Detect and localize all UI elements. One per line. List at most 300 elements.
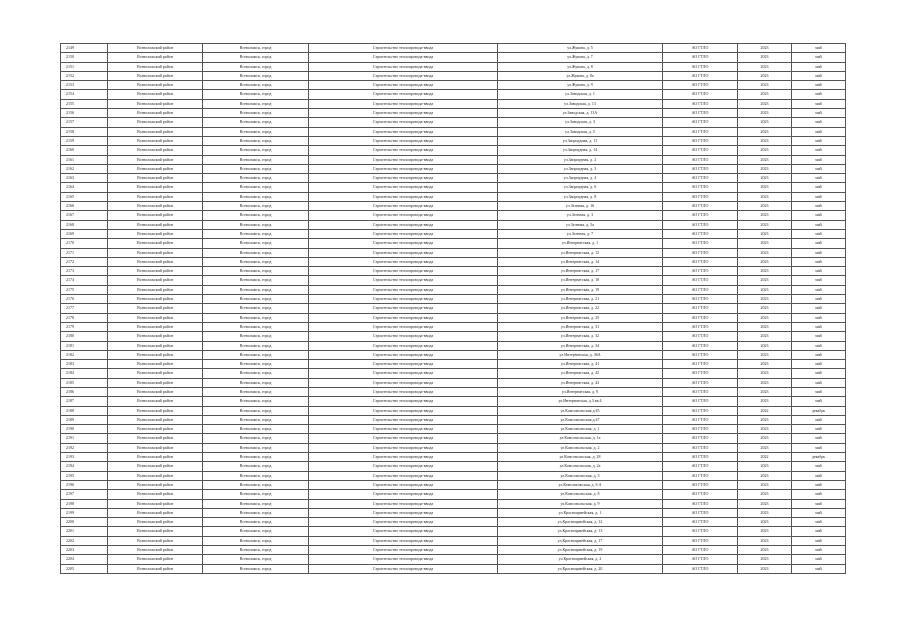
address-cell: ул.Интернатская, д. 9 [498, 387, 663, 396]
work-type-cell: Строительство теплопровода-ввода [309, 443, 498, 452]
address-cell: ул.Интернатская, д. 21 [498, 295, 663, 304]
table-row [61, 44, 846, 53]
table-row [61, 471, 846, 480]
address-cell: ул.Интернатская, д.3 кв.4 [498, 397, 663, 406]
district-cell: Всеволожский район [108, 62, 203, 71]
table-row [61, 164, 846, 173]
locality-cell: Всеволожск, город [203, 471, 309, 480]
organization-cell: АО ГТЛО [663, 434, 738, 443]
row-number-cell: 2170 [61, 239, 108, 248]
locality-cell: Всеволожск, город [203, 295, 309, 304]
district-cell: Всеволожский район [108, 267, 203, 276]
month-cell: май [792, 490, 846, 499]
district-cell: Всеволожский район [108, 81, 203, 90]
district-cell: Всеволожский район [108, 462, 203, 471]
locality-cell: Всеволожск, город [203, 490, 309, 499]
district-cell: Всеволожский район [108, 471, 203, 480]
table-row [61, 546, 846, 555]
month-cell: май [792, 397, 846, 406]
year-cell: 2023 [738, 229, 792, 238]
table-row [61, 378, 846, 387]
organization-cell: АО ГТЛО [663, 499, 738, 508]
locality-cell: Всеволожск, город [203, 546, 309, 555]
year-cell: 2023 [738, 211, 792, 220]
work-type-cell: Строительство теплопровода-ввода [309, 508, 498, 517]
month-cell: май [792, 508, 846, 517]
year-cell: 2023 [738, 425, 792, 434]
table-row [61, 183, 846, 192]
row-number-cell: 2164 [61, 183, 108, 192]
row-number-cell: 2196 [61, 480, 108, 489]
work-type-cell: Строительство теплопровода-ввода [309, 536, 498, 545]
address-cell: ул.Красноармейская, д. 19 [498, 546, 663, 555]
district-cell: Всеволожский район [108, 44, 203, 53]
row-number-cell: 2194 [61, 462, 108, 471]
locality-cell: Всеволожск, город [203, 527, 309, 536]
work-type-cell: Строительство теплопровода-ввода [309, 53, 498, 62]
locality-cell: Всеволожск, город [203, 62, 309, 71]
district-cell: Всеволожский район [108, 555, 203, 564]
row-number-cell: 2174 [61, 276, 108, 285]
address-cell: ул.Интернатская, д. 12 [498, 248, 663, 257]
district-cell: Всеволожский район [108, 211, 203, 220]
locality-cell: Всеволожск, город [203, 425, 309, 434]
table-row [61, 109, 846, 118]
work-type-cell: Строительство теплопровода-ввода [309, 44, 498, 53]
locality-cell: Всеволожск, город [203, 71, 309, 80]
address-cell: ул.Интернатская, д. 19 [498, 285, 663, 294]
work-type-cell: Строительство теплопровода-ввода [309, 71, 498, 80]
organization-cell: АО ГТЛО [663, 174, 738, 183]
table-row [61, 480, 846, 489]
month-cell: май [792, 192, 846, 201]
year-cell: 2023 [738, 471, 792, 480]
district-cell: Всеволожский район [108, 304, 203, 313]
work-type-cell: Строительство теплопровода-ввода [309, 211, 498, 220]
address-cell: ул.Заприудная, д. 14 [498, 146, 663, 155]
month-cell: май [792, 174, 846, 183]
organization-cell: АО ГТЛО [663, 397, 738, 406]
row-number-cell: 2172 [61, 257, 108, 266]
year-cell: 2023 [738, 257, 792, 266]
address-cell: ул.Комсомольская, д. 1 [498, 425, 663, 434]
district-cell: Всеволожский район [108, 146, 203, 155]
month-cell: май [792, 332, 846, 341]
address-cell: ул.Жукова, д. 8 [498, 62, 663, 71]
year-cell: 2023 [738, 109, 792, 118]
table-row [61, 536, 846, 545]
year-cell: 2023 [738, 118, 792, 127]
row-number-cell: 2201 [61, 527, 108, 536]
row-number-cell: 2152 [61, 71, 108, 80]
year-cell: 2023 [738, 443, 792, 452]
month-cell: май [792, 350, 846, 359]
month-cell: май [792, 555, 846, 564]
address-cell: ул.Интернатская, д. 17 [498, 267, 663, 276]
work-type-cell: Строительство теплопровода-ввода [309, 99, 498, 108]
month-cell: май [792, 471, 846, 480]
year-cell: 2023 [738, 536, 792, 545]
row-number-cell: 2169 [61, 229, 108, 238]
month-cell: май [792, 564, 846, 573]
district-cell: Всеволожский район [108, 99, 203, 108]
organization-cell: АО ГТЛО [663, 378, 738, 387]
work-type-cell: Строительство теплопровода-ввода [309, 257, 498, 266]
district-cell: Всеволожский район [108, 202, 203, 211]
month-cell: май [792, 81, 846, 90]
work-type-cell: Строительство теплопровода-ввода [309, 127, 498, 136]
work-type-cell: Строительство теплопровода-ввода [309, 564, 498, 573]
month-cell: май [792, 295, 846, 304]
row-number-cell: 2149 [61, 44, 108, 53]
address-cell: ул.Комсомольская, д. 6 А [498, 480, 663, 489]
document-sheet [60, 43, 846, 574]
address-cell: ул.Комсомольская, д. 9 [498, 499, 663, 508]
row-number-cell: 2165 [61, 192, 108, 201]
district-cell: Всеволожский район [108, 192, 203, 201]
year-cell: 2023 [738, 564, 792, 573]
locality-cell: Всеволожск, город [203, 99, 309, 108]
work-type-cell: Строительство теплопровода-ввода [309, 518, 498, 527]
address-cell: ул.Интернатская, д. 1 [498, 239, 663, 248]
address-cell: ул.Заприудная, д. 8 [498, 192, 663, 201]
month-cell: май [792, 378, 846, 387]
locality-cell: Всеволожск, город [203, 118, 309, 127]
address-cell: ул.Интернатская, д. 32 [498, 332, 663, 341]
work-type-cell: Строительство теплопровода-ввода [309, 341, 498, 350]
year-cell: 2022 [738, 453, 792, 462]
year-cell: 2023 [738, 53, 792, 62]
organization-cell: АО ГТЛО [663, 322, 738, 331]
month-cell: май [792, 44, 846, 53]
year-cell: 2023 [738, 164, 792, 173]
row-number-cell: 2177 [61, 304, 108, 313]
year-cell: 2023 [738, 155, 792, 164]
work-type-cell: Строительство теплопровода-ввода [309, 350, 498, 359]
row-number-cell: 2183 [61, 360, 108, 369]
organization-cell: АО ГТЛО [663, 127, 738, 136]
organization-cell: АО ГТЛО [663, 62, 738, 71]
month-cell: май [792, 499, 846, 508]
work-type-cell: Строительство теплопровода-ввода [309, 415, 498, 424]
locality-cell: Всеволожск, город [203, 155, 309, 164]
table-row [61, 341, 846, 350]
month-cell: май [792, 155, 846, 164]
address-cell: ул.Комсомольская, д. 3 [498, 471, 663, 480]
work-type-cell: Строительство теплопровода-ввода [309, 248, 498, 257]
locality-cell: Всеволожск, город [203, 90, 309, 99]
row-number-cell: 2178 [61, 313, 108, 322]
row-number-cell: 2184 [61, 369, 108, 378]
month-cell: май [792, 360, 846, 369]
locality-cell: Всеволожск, город [203, 499, 309, 508]
locality-cell: Всеволожск, город [203, 229, 309, 238]
table-row [61, 202, 846, 211]
table-row [61, 397, 846, 406]
month-cell: май [792, 276, 846, 285]
work-type-cell: Строительство теплопровода-ввода [309, 471, 498, 480]
year-cell: 2023 [738, 341, 792, 350]
work-type-cell: Строительство теплопровода-ввода [309, 546, 498, 555]
row-number-cell: 2153 [61, 81, 108, 90]
locality-cell: Всеволожск, город [203, 276, 309, 285]
locality-cell: Всеволожск, город [203, 406, 309, 415]
row-number-cell: 2175 [61, 285, 108, 294]
row-number-cell: 2179 [61, 322, 108, 331]
organization-cell: АО ГТЛО [663, 536, 738, 545]
locality-cell: Всеволожск, город [203, 220, 309, 229]
row-number-cell: 2166 [61, 202, 108, 211]
table-row [61, 99, 846, 108]
locality-cell: Всеволожск, город [203, 313, 309, 322]
work-type-cell: Строительство теплопровода-ввода [309, 499, 498, 508]
table-row [61, 81, 846, 90]
work-type-cell: Строительство теплопровода-ввода [309, 276, 498, 285]
row-number-cell: 2205 [61, 564, 108, 573]
year-cell: 2023 [738, 192, 792, 201]
district-cell: Всеволожский район [108, 127, 203, 136]
address-cell: ул.Интернатская, д. 36А [498, 350, 663, 359]
organization-cell: АО ГТЛО [663, 99, 738, 108]
organization-cell: АО ГТЛО [663, 360, 738, 369]
month-cell: май [792, 90, 846, 99]
district-cell: Всеволожский район [108, 508, 203, 517]
work-type-cell: Строительство теплопровода-ввода [309, 490, 498, 499]
district-cell: Всеволожский район [108, 434, 203, 443]
address-cell: ул.Интернатская, д. 34 [498, 341, 663, 350]
table-row [61, 332, 846, 341]
district-cell: Всеволожский район [108, 174, 203, 183]
organization-cell: АО ГТЛО [663, 332, 738, 341]
work-type-cell: Строительство теплопровода-ввода [309, 174, 498, 183]
table-row [61, 71, 846, 80]
address-cell: ул.Комсомольская, д. 2а [498, 462, 663, 471]
year-cell: 2023 [738, 267, 792, 276]
locality-cell: Всеволожск, город [203, 378, 309, 387]
address-cell: ул.Интернатская, д. 41 [498, 360, 663, 369]
address-cell: ул.Заводская, д. 3 [498, 118, 663, 127]
year-cell: 2023 [738, 332, 792, 341]
table-row [61, 174, 846, 183]
organization-cell: АО ГТЛО [663, 53, 738, 62]
month-cell: май [792, 527, 846, 536]
table-row [61, 276, 846, 285]
district-cell: Всеволожский район [108, 109, 203, 118]
month-cell: май [792, 62, 846, 71]
year-cell: 2023 [738, 146, 792, 155]
year-cell: 2023 [738, 136, 792, 145]
address-cell: ул.Интернатская, д. 43 [498, 378, 663, 387]
district-cell: Всеволожский район [108, 341, 203, 350]
month-cell: май [792, 146, 846, 155]
month-cell: май [792, 536, 846, 545]
table-row [61, 211, 846, 220]
table-row [61, 508, 846, 517]
work-type-cell: Строительство теплопровода-ввода [309, 332, 498, 341]
year-cell: 2023 [738, 434, 792, 443]
row-number-cell: 2186 [61, 387, 108, 396]
district-cell: Всеволожский район [108, 276, 203, 285]
district-cell: Всеволожский район [108, 518, 203, 527]
table-row [61, 369, 846, 378]
work-type-cell: Строительство теплопровода-ввода [309, 239, 498, 248]
year-cell: 2023 [738, 322, 792, 331]
work-type-cell: Строительство теплопровода-ввода [309, 267, 498, 276]
row-number-cell: 2151 [61, 62, 108, 71]
month-cell: май [792, 183, 846, 192]
address-cell: ул.Зеленая, д. 5а [498, 220, 663, 229]
organization-cell: АО ГТЛО [663, 211, 738, 220]
district-cell: Всеволожский район [108, 248, 203, 257]
month-cell: май [792, 164, 846, 173]
work-type-cell: Строительство теплопровода-ввода [309, 118, 498, 127]
district-cell: Всеволожский район [108, 295, 203, 304]
organization-cell: АО ГТЛО [663, 508, 738, 517]
table-row [61, 285, 846, 294]
row-number-cell: 2199 [61, 508, 108, 517]
year-cell: 2023 [738, 369, 792, 378]
work-type-cell: Строительство теплопровода-ввода [309, 136, 498, 145]
organization-cell: АО ГТЛО [663, 146, 738, 155]
table-row [61, 322, 846, 331]
row-number-cell: 2191 [61, 434, 108, 443]
table-row [61, 415, 846, 424]
address-cell: ул.Интернатская, д. 31 [498, 322, 663, 331]
work-type-cell: Строительство теплопровода-ввода [309, 369, 498, 378]
district-cell: Всеволожский район [108, 499, 203, 508]
month-cell: май [792, 313, 846, 322]
district-cell: Всеволожский район [108, 164, 203, 173]
month-cell: май [792, 285, 846, 294]
district-cell: Всеволожский район [108, 136, 203, 145]
organization-cell: АО ГТЛО [663, 564, 738, 573]
year-cell: 2023 [738, 490, 792, 499]
table-row [61, 443, 846, 452]
address-cell: ул.Заприудная, д. 11 [498, 136, 663, 145]
locality-cell: Всеволожск, город [203, 322, 309, 331]
work-type-cell: Строительство теплопровода-ввода [309, 527, 498, 536]
month-cell: май [792, 369, 846, 378]
organization-cell: АО ГТЛО [663, 462, 738, 471]
table-row [61, 490, 846, 499]
work-type-cell: Строительство теплопровода-ввода [309, 453, 498, 462]
work-type-cell: Строительство теплопровода-ввода [309, 164, 498, 173]
table-row [61, 267, 846, 276]
district-cell: Всеволожский район [108, 229, 203, 238]
work-type-cell: Строительство теплопровода-ввода [309, 109, 498, 118]
organization-cell: АО ГТЛО [663, 443, 738, 452]
month-cell: май [792, 202, 846, 211]
table-row [61, 462, 846, 471]
locality-cell: Всеволожск, город [203, 285, 309, 294]
work-type-cell: Строительство теплопровода-ввода [309, 397, 498, 406]
organization-cell: АО ГТЛО [663, 350, 738, 359]
year-cell: 2023 [738, 81, 792, 90]
locality-cell: Всеволожск, город [203, 53, 309, 62]
table-row [61, 360, 846, 369]
address-cell: ул.Зеленая, д. 3 [498, 211, 663, 220]
organization-cell: АО ГТЛО [663, 369, 738, 378]
district-cell: Всеволожский район [108, 369, 203, 378]
row-number-cell: 2198 [61, 499, 108, 508]
year-cell: 2023 [738, 276, 792, 285]
month-cell: май [792, 341, 846, 350]
address-cell: ул.Заводская, д. 1 [498, 90, 663, 99]
address-cell: ул.Красноармейская, д. 17 [498, 536, 663, 545]
row-number-cell: 2197 [61, 490, 108, 499]
year-cell: 2023 [738, 397, 792, 406]
year-cell: 2023 [738, 313, 792, 322]
district-cell: Всеволожский район [108, 425, 203, 434]
address-cell: ул.Интернатская, д. 18 [498, 276, 663, 285]
organization-cell: АО ГТЛО [663, 90, 738, 99]
table-row [61, 257, 846, 266]
table-row [61, 425, 846, 434]
row-number-cell: 2161 [61, 155, 108, 164]
locality-cell: Всеволожск, город [203, 202, 309, 211]
table-row [61, 239, 846, 248]
year-cell: 2023 [738, 350, 792, 359]
work-type-cell: Строительство теплопровода-ввода [309, 322, 498, 331]
year-cell: 2023 [738, 415, 792, 424]
month-cell: май [792, 257, 846, 266]
organization-cell: АО ГТЛО [663, 202, 738, 211]
address-cell: ул.Комсомольская д.47 [498, 415, 663, 424]
month-cell: май [792, 434, 846, 443]
district-cell: Всеволожский район [108, 453, 203, 462]
address-cell: ул.Жукова, д. 8а [498, 71, 663, 80]
district-cell: Всеволожский район [108, 155, 203, 164]
month-cell: май [792, 415, 846, 424]
district-cell: Всеволожский район [108, 71, 203, 80]
work-type-cell: Строительство теплопровода-ввода [309, 387, 498, 396]
year-cell: 2023 [738, 44, 792, 53]
work-type-cell: Строительство теплопровода-ввода [309, 229, 498, 238]
month-cell: май [792, 71, 846, 80]
row-number-cell: 2181 [61, 341, 108, 350]
row-number-cell: 2193 [61, 453, 108, 462]
row-number-cell: 2160 [61, 146, 108, 155]
locality-cell: Всеволожск, город [203, 81, 309, 90]
row-number-cell: 2187 [61, 397, 108, 406]
table-row [61, 527, 846, 536]
locality-cell: Всеволожск, город [203, 127, 309, 136]
address-cell: ул.Зеленая, д. 16 [498, 202, 663, 211]
address-cell: ул.Зеленая, д. 7 [498, 229, 663, 238]
district-cell: Всеволожский район [108, 406, 203, 415]
organization-cell: АО ГТЛО [663, 229, 738, 238]
district-cell: Всеволожский район [108, 527, 203, 536]
address-cell: ул.Комсомольская, д. 2 [498, 443, 663, 452]
organization-cell: АО ГТЛО [663, 425, 738, 434]
row-number-cell: 2150 [61, 53, 108, 62]
organization-cell: АО ГТЛО [663, 220, 738, 229]
locality-cell: Всеволожск, город [203, 462, 309, 471]
year-cell: 2023 [738, 183, 792, 192]
locality-cell: Всеволожск, город [203, 480, 309, 489]
month-cell: май [792, 127, 846, 136]
district-cell: Всеволожский район [108, 239, 203, 248]
row-number-cell: 2157 [61, 118, 108, 127]
district-cell: Всеволожский район [108, 480, 203, 489]
row-number-cell: 2167 [61, 211, 108, 220]
organization-cell: АО ГТЛО [663, 527, 738, 536]
locality-cell: Всеволожск, город [203, 564, 309, 573]
locality-cell: Всеволожск, город [203, 183, 309, 192]
year-cell: 2023 [738, 239, 792, 248]
year-cell: 2023 [738, 174, 792, 183]
table-row [61, 248, 846, 257]
